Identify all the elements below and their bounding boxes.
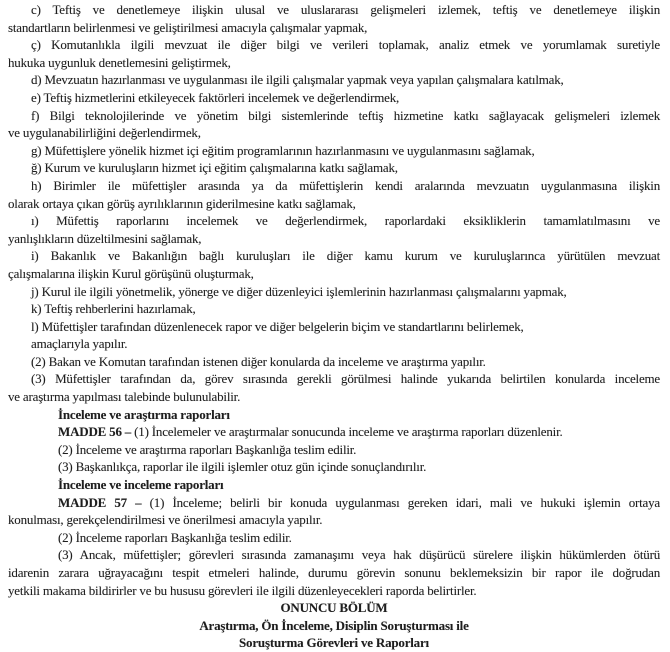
text-line: (2) İnceleme ve araştırma raporları Başkanlığa teslim edilir. (58, 441, 357, 457)
paragraph-item-k (8, 300, 660, 318)
paragraph-madde-57-3 (8, 546, 660, 599)
text-line: ğ) Kurum ve kuruluşların hizmet içi eğitim çalışmalarına katkı sağlamak, (31, 160, 398, 176)
text-line: idarenin zarara uğrayacağını tespit etmeleri halinde, durumu görevin sonunu beklemeksizin bir rapor ile doğrudan (8, 565, 660, 580)
text-line: Soruşturma Görevleri ve Raporları (239, 635, 429, 651)
text-line: yanlışlıkların düzeltilmesini sağlamak, (8, 230, 202, 246)
text-line: e) Teftiş hizmetlerini etkileyecek faktörleri incelemek ve değerlendirmek, (31, 89, 400, 105)
paragraph-item-f (8, 107, 660, 142)
text-line: konulması, gerekçelendirilmesi ve önerilmesi amacıyla yapılır. (8, 512, 323, 528)
madde-57-label: MADDE 57 – (58, 494, 150, 510)
text-line: d) Mevzuatın hazırlanması ve uygulanması ile ilgili çalışmalar yapmak veya yapılan çalışmalara katılmak, (31, 72, 564, 88)
paragraph-madde-56-2 (8, 441, 660, 459)
madde-56-label: MADDE 56 – (58, 424, 135, 440)
text-line: olarak ortaya çıkan görüş ayrılıklarının giderilmesine katkı sağlamak, (8, 195, 356, 211)
section-title-line-2 (8, 634, 660, 652)
text-line: (3) Başkanlıkça, raporlar ile ilgili işlemler otuz gün içinde sonuçlandırılır. (58, 459, 427, 475)
paragraph-item-g (8, 142, 660, 160)
heading-inceleme-arastirma-raporlari (8, 406, 660, 424)
heading-inceleme-inceleme-raporlari (8, 476, 660, 494)
text-line (8, 423, 660, 441)
paragraph-closing-amaclariyla (8, 335, 660, 353)
paragraph-item-g-breve (8, 159, 660, 177)
text-line: ç) Komutanlıkla ilgili mevzuat ile diğer bilgi ve verileri toplamak, analiz etmek ve yorumlamak suretiyle (31, 37, 660, 53)
text-line: h) Birimler ile müfettişler arasında ya da müfettişlerin kendi aralarında mevzuatın uygulanmasına ilişkin (31, 177, 660, 193)
text-line: çalışmalarına ilişkin Kurul görüşünü oluşturmak, (8, 265, 254, 281)
text-line: g) Müfettişlere yönelik hizmet içi eğitim programlarının hazırlanmasını ve uygulanmasını sağlamak, (31, 142, 535, 158)
paragraph-item-d (8, 71, 660, 89)
paragraph-item-c (8, 1, 660, 36)
text-line: l) Müfettişler tarafından düzenlenecek rapor ve diğer belgelerin biçim ve standartlarını belirlemek, (31, 318, 524, 334)
madde-57-text: (1) İnceleme; belirli bir konuda uygulanması gereken idari, mali ve hukuki işlemin ortaya (149, 494, 660, 510)
paragraph-madde-56-1 (8, 423, 660, 441)
text-line: amaçlarıyla yapılır. (31, 336, 128, 352)
paragraph-item-h (8, 177, 660, 212)
section-title-line-1 (8, 617, 660, 635)
text-line (8, 494, 660, 512)
text-line: (2) İnceleme raporları Başkanlığa teslim edilir. (58, 529, 292, 545)
paragraph-item-i-dotless (8, 212, 660, 247)
text-line: (2) Bakan ve Komutan tarafından istenen diğer konularda da inceleme ve araştırma yapılır. (31, 353, 486, 369)
text-line: j) Kurul ile ilgili yönetmelik, yönerge ve diğer düzenleyici işlemlerinin hazırlanması çalışmalarını yapmak, (31, 283, 567, 299)
text-line: hukuka uygunluk denetlemesini geliştirmek, (8, 54, 231, 70)
madde-56-text: (1) İncelemeler ve araştırmalar sonucunda inceleme ve araştırma raporları düzenlenir. (134, 424, 563, 440)
text-line: ONUNCU BÖLÜM (280, 600, 388, 616)
text-line: i) Bakanlık ve Bakanlığın bağlı kuruluşları ile diğer kamu kurum ve kuruluşlarınca yürütülen mevzuat (31, 248, 660, 264)
text-line: ve araştırma yapılması talebinde bulunulabilir. (8, 389, 241, 405)
paragraph-item-i (8, 247, 660, 282)
text-line: İnceleme ve araştırma raporları (58, 406, 230, 422)
text-line: ı) Müfettiş raporlarını incelemek ve değerlendirmek, raporlardaki eksikliklerin tamamlatılmasını ve (31, 213, 660, 229)
text-line: (3) Müfettişler tarafından da, görev sırasında gerekli görülmesi halinde yukarıda belirtilen konularda inceleme (31, 371, 660, 387)
text-line: Araştırma, Ön İnceleme, Disiplin Soruşturması ile (199, 617, 469, 633)
text-line: ve uygulanabilirliğini değerlendirmek, (8, 125, 201, 141)
text-line: f) Bilgi teknolojilerinde ve yönetim bilgi sistemlerinde teftiş hizmetine katkı sağlayacak gelişmeleri izlemek (31, 107, 660, 123)
paragraph-madde-57-1 (8, 494, 660, 529)
section-number (8, 599, 660, 617)
paragraph-clause-3-mufettisler (8, 370, 660, 405)
text-line: k) Teftiş rehberlerini hazırlamak, (31, 301, 196, 317)
paragraph-item-l (8, 318, 660, 336)
paragraph-madde-56-3 (8, 458, 660, 476)
text-line: c) Teftiş ve denetlemeye ilişkin ulusal ve uluslararası gelişmeleri izlemek, teftiş ve denetlemeye ilişkin (31, 2, 660, 17)
paragraph-item-e (8, 89, 660, 107)
paragraph-clause-2-bakan (8, 353, 660, 371)
paragraph-item-c-cedilla (8, 36, 660, 71)
text-line: yetkili makama bildirirler ve bu hususu görevleri ile ilgili düzenleyecekleri raporda belirtirler. (8, 582, 477, 598)
paragraph-madde-57-2 (8, 529, 660, 547)
text-line: İnceleme ve inceleme raporları (58, 477, 224, 493)
text-line: standartların belirlenmesi ve geliştirilmesi amacıyla çalışmalar yapmak, (8, 19, 368, 35)
paragraph-item-j (8, 283, 660, 301)
text-line: (3) Ancak, müfettişler; görevleri sırasında zamanaşımı veya hak düşürücü sürelere ilişkin hükümlerden ötürü (58, 547, 660, 563)
